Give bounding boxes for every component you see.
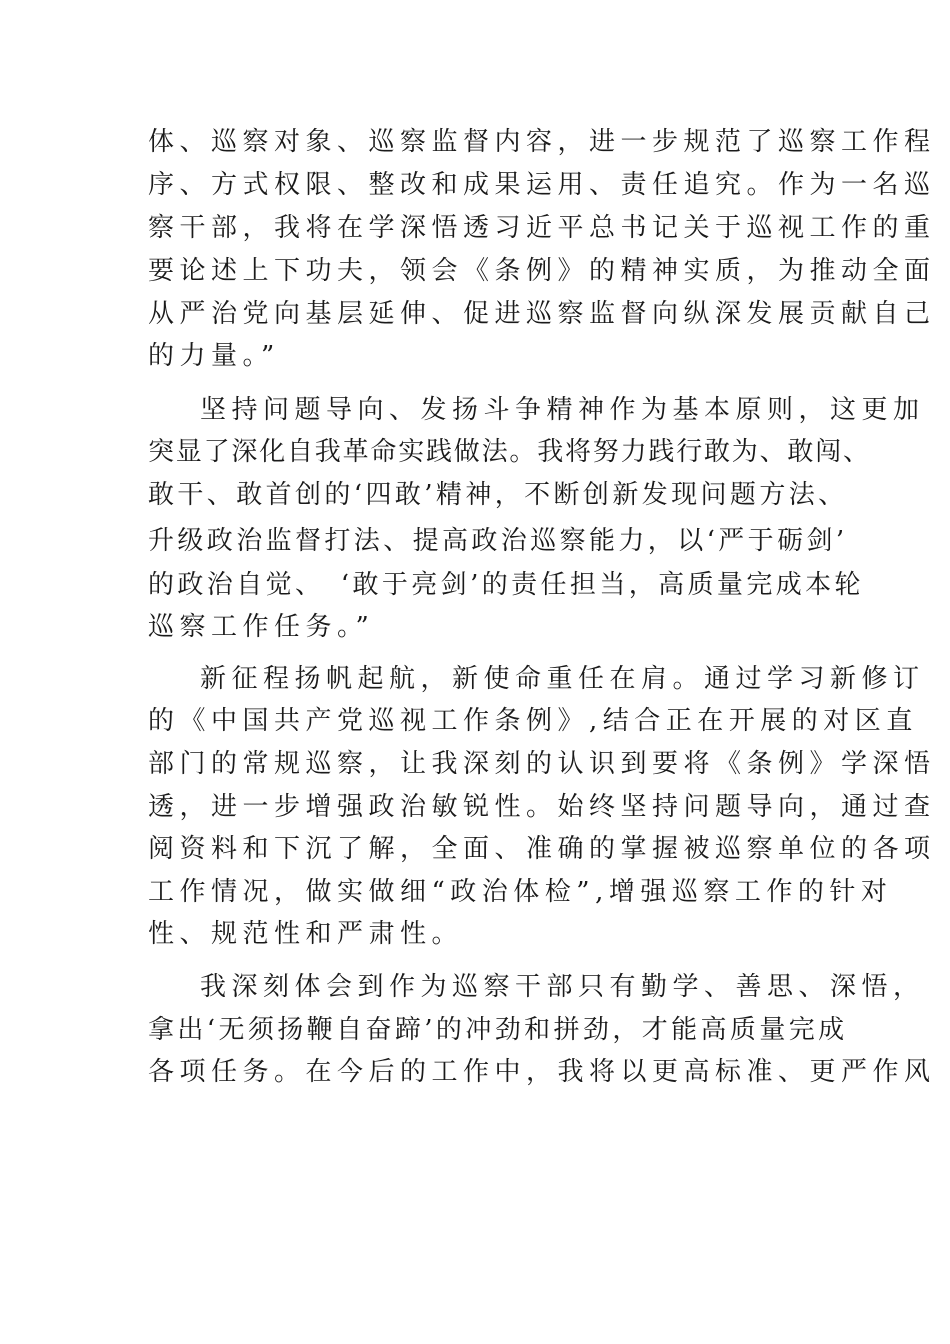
text-line: 从严治党向基层延伸、促进巡察监督向纵深发展贡献自己 [148,299,936,329]
text-line: 性、规范性和严肃性。 [148,919,464,949]
text-line: 工作情况，做实做细“政治体检”,增强巡察工作的针对 [148,877,893,907]
text-line: 的《中国共产党巡视工作条例》,结合正在开展的对区直 [148,706,918,736]
text-line: 部门的常规巡察，让我深刻的认识到要将《条例》学深悟 [148,749,936,779]
text-line: 的政治自觉、 ‘敢于亮剑’的责任担当，高质量完成本轮 [148,570,864,600]
text-line: 敢干、敢首创的‘四敢’精神，不断创新发现问题方法、 [148,480,848,510]
text-line: 坚持问题导向、发扬斗争精神作为基本原则，这更加 [200,395,925,425]
text-line: 拿出‘无须扬鞭自奋蹄’的冲劲和拼劲，才能高质量完成 [148,1015,848,1045]
text-line: 察干部，我将在学深悟透习近平总书记关于巡视工作的重 [148,213,936,243]
text-line: 各项任务。在今后的工作中，我将以更高标准、更严作风 [148,1057,936,1087]
text-line: 阅资料和下沉了解，全面、准确的掌握被巡察单位的各项 [148,834,936,864]
text-line: 体、巡察对象、巡察监督内容，进一步规范了巡察工作程 [148,127,936,157]
text-line: 透，进一步增强政治敏锐性。始终坚持问题导向，通过查 [148,792,936,822]
text-line: 的力量。” [148,341,280,371]
text-line: 要论述上下功夫，领会《条例》的精神实质，为推动全面 [148,256,936,286]
text-line: 序、方式权限、整改和成果运用、责任追究。作为一名巡 [148,170,936,200]
text-line: 我深刻体会到作为巡察干部只有勤学、善思、深悟， [200,972,925,1002]
text-line: 新征程扬帆起航，新使命重任在肩。通过学习新修订 [200,664,925,694]
text-line: 巡察工作任务。” [148,612,375,642]
text-line: 升级政治监督打法、提高政治巡察能力，以‘严于砺剑’ [148,526,848,556]
text-line: 突显了深化自我革命实践做法。我将努力践行敢为、敢闯、 [148,437,871,467]
